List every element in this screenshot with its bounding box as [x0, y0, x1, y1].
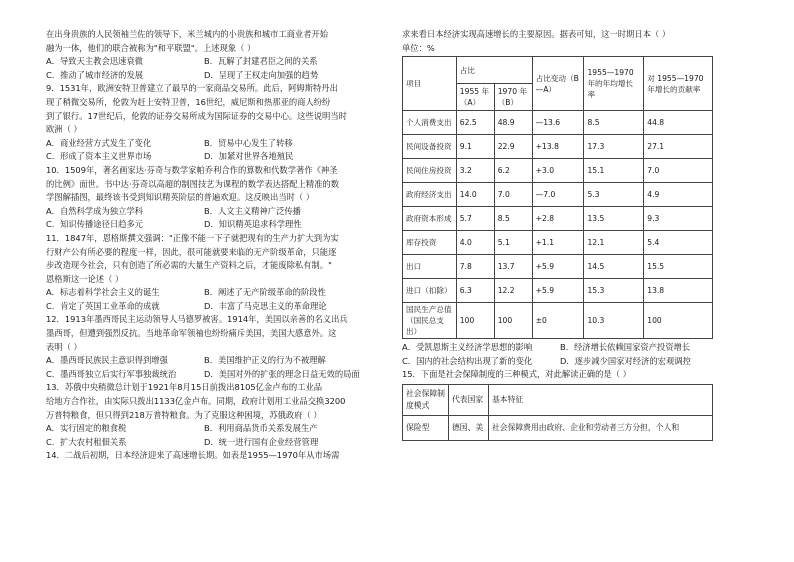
cell-1955: 3.2	[456, 159, 494, 183]
cell-contribution: 100	[644, 303, 713, 339]
option-row	[46, 422, 380, 436]
cell-1955: 14.0	[456, 183, 494, 207]
option-b[interactable]: B．阐述了无产阶级革命的阶段性	[204, 287, 326, 298]
option-row	[46, 205, 380, 219]
option-d[interactable]: D．美国对外的扩张的理念日益无效的局面	[204, 368, 360, 379]
option-b[interactable]: B．人文主义精神广泛传播	[204, 205, 301, 216]
text-line: 在出身贵族的人民领袖兰佐的领导下，米兰城内的小贵族和城市工商业者开始	[46, 29, 329, 39]
text-line: 恩格斯这一论述（ ）	[46, 273, 124, 284]
option-row	[46, 137, 380, 151]
cell-1970: 13.7	[494, 255, 532, 279]
option-c[interactable]: C．知识传播途径日趋多元	[46, 219, 144, 230]
cell-1970: 6.2	[494, 159, 532, 183]
option-b[interactable]: B．瓦解了封建君臣之间的关系	[204, 56, 318, 67]
option-a[interactable]: A．商业经营方式发生了变化	[46, 137, 152, 148]
right-column	[402, 28, 714, 441]
table-row	[403, 111, 713, 135]
cell-1955: 6.3	[456, 279, 494, 303]
question-13-text: 13．苏俄中央稍微总计划于1921年8月15日前拨出8105亿金卢布的工业品	[46, 382, 323, 393]
option-c[interactable]: C．墨西哥独立后实行军事独裁统治	[46, 368, 177, 379]
social-security-table	[402, 384, 713, 441]
cell-item: 库存投资	[403, 231, 457, 255]
option-a[interactable]: A．自然科学成为独立学科	[46, 205, 143, 216]
option-row	[46, 436, 380, 450]
cell-change: —13.6	[532, 111, 584, 135]
header-feature: 基本特征	[489, 384, 713, 415]
cell-item: 民间住房投资	[403, 159, 457, 183]
cell-growth: 8.5	[584, 111, 644, 135]
table-body	[403, 111, 713, 339]
option-b[interactable]: B．美国维护正义的行为不被理解	[204, 355, 326, 366]
table-row	[403, 303, 713, 339]
option-row	[46, 150, 380, 164]
text-line: 万普特粮食，但只得到218万普特粮食。为了克服这种困境，苏俄政府（ ）	[46, 409, 322, 420]
option-d[interactable]: D．统一进行国有企业经营管理	[204, 436, 319, 447]
option-d[interactable]: D．丰富了马克思主义的革命理论	[204, 300, 327, 311]
cell-contribution: 7.0	[644, 159, 713, 183]
cell-change: ±0	[532, 303, 584, 339]
option-a[interactable]: A．受凯恩斯主义经济学思想的影响	[402, 342, 533, 353]
option-a[interactable]: A．导致天主教会迅速衰微	[46, 56, 143, 67]
text-line: 融为一体，他们的联合被称为"和平联盟"。上述现象（ ）	[46, 42, 256, 53]
question-15-text: 15．下面是社会保障制度的三种模式，对此解读正确的是（ ）	[402, 369, 631, 380]
cell-item: 国民生产总值（国民总支出）	[403, 303, 457, 339]
text-line: 现了稍微交易所，伦敦为赶上安特卫普，16世纪，威尼斯和热那亚的商人纷纷	[46, 96, 331, 107]
cell-contribution: 27.1	[644, 135, 713, 159]
question-14-text: 14．二战后初期，日本经济迎来了高速增长期。如表是1955—1970年从市场需	[46, 450, 340, 461]
text-line: 表明（ ）	[46, 341, 82, 352]
cell-1970: 100	[494, 303, 532, 339]
text-line: 到了银行。17世纪后，伦敦的证券交易所成为国际证券的交易中心。这些说明当时	[46, 110, 347, 121]
option-a[interactable]: A．标志着科学社会主义的诞生	[46, 287, 160, 298]
cell-country: 德国、美	[449, 415, 489, 440]
cell-item: 政府资本形成	[403, 207, 457, 231]
cell-1970: 48.9	[494, 111, 532, 135]
option-b[interactable]: B．贸易中心发生了转移	[204, 137, 293, 148]
option-row	[46, 368, 380, 382]
option-a[interactable]: A．墨西哥民族民主意识得到增强	[46, 355, 168, 366]
option-row	[402, 341, 714, 355]
header-1955: 1955 年（A）	[456, 84, 494, 111]
text-line: 行财产公有所必要的程度一样，因此，很可能就要来临的无产阶级革命，只能逐	[46, 246, 337, 257]
cell-change: +5.9	[532, 255, 584, 279]
cell-growth: 17.3	[584, 135, 644, 159]
cell-contribution: 15.5	[644, 255, 713, 279]
option-c[interactable]: C．推动了城市经济的发展	[46, 69, 144, 80]
cell-contribution: 9.3	[644, 207, 713, 231]
cell-growth: 10.3	[584, 303, 644, 339]
cell-growth: 5.3	[584, 183, 644, 207]
header-share: 占比	[456, 57, 532, 84]
cell-contribution: 44.8	[644, 111, 713, 135]
cell-change: +2.8	[532, 207, 584, 231]
cell-growth: 13.5	[584, 207, 644, 231]
cell-1955: 4.0	[456, 231, 494, 255]
option-d[interactable]: D．呈现了王权走向加强的趋势	[204, 69, 319, 80]
option-row	[402, 355, 714, 369]
gdp-growth-table	[402, 56, 713, 339]
cell-item: 进口（扣除）	[403, 279, 457, 303]
table-row	[403, 135, 713, 159]
table-unit: 单位：%	[402, 42, 435, 53]
option-a[interactable]: A．实行固定的粮食税	[46, 423, 127, 434]
cell-contribution: 5.4	[644, 231, 713, 255]
option-d[interactable]: D．知识精英追求科学理性	[204, 219, 302, 230]
option-row	[46, 218, 380, 232]
option-c[interactable]: C．形成了资本主义世界市场	[46, 151, 152, 162]
cell-1970: 12.2	[494, 279, 532, 303]
text-line: 墨西哥，但遭到强烈反抗。当地革命军领袖也纷纷痛斥美国，美国大感意外。这	[46, 328, 337, 339]
cell-item: 政府经济支出	[403, 183, 457, 207]
header-growth: 1955—1970 年的年均增长率	[584, 57, 644, 111]
option-row	[46, 300, 380, 314]
question-12-text: 12．1913年墨西哥民主运动领导人马德罗被害。1914年，美国以亲善的名义出兵	[46, 314, 348, 325]
cell-1970: 8.5	[494, 207, 532, 231]
option-row	[46, 354, 380, 368]
table-row	[403, 255, 713, 279]
option-row	[46, 69, 380, 83]
text-line: 步改造现今社会，只有创造了所必需的大量生产资料之后，才能废除私有制。"	[46, 260, 332, 271]
table-row	[403, 207, 713, 231]
option-row	[46, 55, 380, 69]
text-line: 给地方合作社，由实际只拨出1133亿金卢布。同期，政府计划用工业品交换3200	[46, 396, 346, 407]
cell-growth: 15.3	[584, 279, 644, 303]
header-contribution: 对 1955—1970 年增长的贡献率	[644, 57, 713, 111]
text-line: 欧洲（ ）	[46, 124, 82, 135]
option-d[interactable]: D．逐步减少国家对经济的宏观调控	[560, 355, 691, 366]
cell-growth: 12.1	[584, 231, 644, 255]
left-column	[46, 28, 380, 463]
cell-growth: 15.1	[584, 159, 644, 183]
option-c[interactable]: C．国内的社会结构出现了新的变化	[402, 355, 533, 366]
header-change: 占比变动（B—A）	[532, 57, 584, 111]
cell-1970: 22.9	[494, 135, 532, 159]
question-9-text: 9．1531年，欧洲安特卫普建立了最早的一家商品交易所。此后，阿姆斯特丹出	[46, 83, 338, 94]
text-line: 学图解插图，最终该书受到知识精英阶层的普遍欢迎。这反映出当时（ ）	[46, 192, 315, 203]
cell-change: —7.0	[532, 183, 584, 207]
cell-change: +5.9	[532, 279, 584, 303]
cell-1955: 7.8	[456, 255, 494, 279]
cell-1955: 62.5	[456, 111, 494, 135]
header-1970: 1970 年（B）	[494, 84, 532, 111]
option-d[interactable]: D．加紧对世界各地殖民	[204, 151, 294, 162]
table-row	[403, 183, 713, 207]
cell-feature: 社会保障费用由政府、企业和劳动者三方分担，个人和	[489, 415, 713, 440]
cell-1970: 7.0	[494, 183, 532, 207]
cell-contribution: 13.8	[644, 279, 713, 303]
option-row	[46, 286, 380, 300]
cell-change: +13.8	[532, 135, 584, 159]
option-b[interactable]: B．利用商品货币关系发展生产	[204, 423, 318, 434]
table-row	[403, 231, 713, 255]
cell-1955: 5.7	[456, 207, 494, 231]
cell-change: +1.1	[532, 231, 584, 255]
text-line: 的比例》面世。书中达·芬奇以高超的制图技艺为课程的数学表达搭配上精准的数	[46, 178, 340, 189]
question-10-text: 10．1509年，著名画家达·芬奇与数学家帕乔利合作的算数和代数学著作《神圣	[46, 164, 338, 175]
header-country: 代表国家	[449, 384, 489, 415]
table-row	[403, 279, 713, 303]
cell-change: +3.0	[532, 159, 584, 183]
cell-1955: 100	[456, 303, 494, 339]
option-c[interactable]: C．肯定了英国工业革命的成就	[46, 300, 160, 311]
header-item: 项目	[403, 57, 457, 111]
cell-item: 出口	[403, 255, 457, 279]
cell-growth: 14.5	[584, 255, 644, 279]
cell-contribution: 4.9	[644, 183, 713, 207]
cell-1970: 5.1	[494, 231, 532, 255]
option-b[interactable]: B．经济增长依赖国家资产投资增长	[560, 342, 691, 353]
cell-item: 民间设备投资	[403, 135, 457, 159]
table-row	[403, 159, 713, 183]
question-14-continued: 求来看日本经济实现高速增长的主要原因。据表可知，这一时期日本（ ）	[402, 29, 671, 39]
question-11-text: 11．1847年，恩格斯撰文强调："正像不能一下子就把现有的生产力扩大到为实	[46, 232, 339, 243]
header-model: 社会保障制度模式	[403, 384, 449, 415]
cell-1955: 9.1	[456, 135, 494, 159]
cell-model: 保险型	[403, 415, 449, 440]
option-c[interactable]: C．扩大农村租佃关系	[46, 436, 127, 447]
cell-item: 个人消费支出	[403, 111, 457, 135]
